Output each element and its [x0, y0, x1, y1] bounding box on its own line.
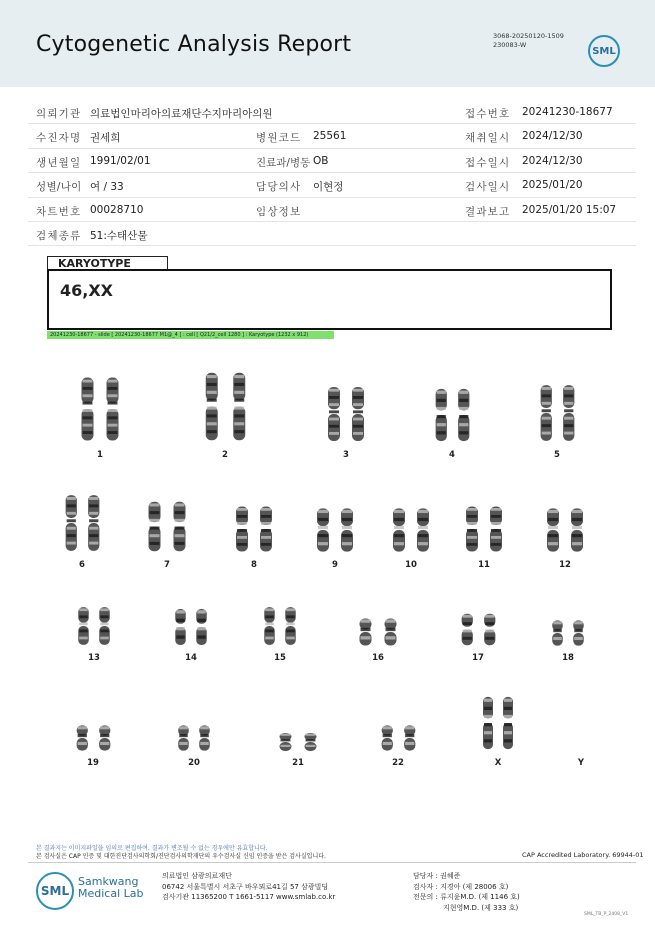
karyotype-tab: KARYOTYPE [47, 256, 168, 270]
karyotype-value: 46,XX [60, 281, 114, 300]
company-address [162, 871, 335, 903]
chromosome-12 [571, 508, 583, 551]
chromosome-12 [547, 508, 559, 551]
chromosome-4 [435, 389, 446, 441]
chromosome-11 [466, 507, 478, 552]
document-id: SML_TB_P_2408_V1 [584, 912, 629, 917]
chromosome-label-18: 18 [562, 653, 574, 663]
chromosome-pair-1 [75, 374, 125, 444]
company-name [78, 876, 144, 900]
chromosome-14 [196, 609, 207, 645]
report-header [0, 0, 655, 87]
info-row [28, 124, 636, 148]
report-code-1: 3068-20250120-1509 [493, 32, 564, 40]
info-value: 2025/01/20 15:07 [522, 203, 617, 216]
chromosome-label-7: 7 [164, 560, 170, 570]
info-row [28, 198, 636, 222]
staff-line: 지현영M.D. (제 333 호) [443, 903, 519, 912]
chromosome-7 [149, 502, 161, 552]
chromosome-pair-14 [170, 607, 212, 647]
karyogram [40, 345, 630, 775]
info-label: 생년월일 [36, 156, 82, 169]
chromosome-9 [317, 508, 329, 551]
cap-accreditation: CAP Accredited Laboratory. 69944-01 [522, 851, 644, 859]
chromosome-pair-2 [198, 369, 253, 444]
chromosome-label-Y: Y [577, 758, 585, 768]
footer-note: 본 결과지는 이미지파일을 임의로 편집하여, 결과가 변조될 수 없는 경우에만 유효합니다. [36, 845, 268, 852]
info-label: 담당의사 [256, 181, 302, 194]
chromosome-pair-22 [376, 724, 421, 752]
staff-line: 전문의 : 류지윤M.D. (제 1146 호) [413, 893, 520, 901]
info-label: 접수번호 [465, 108, 511, 120]
samkwang-logo-icon: SML [36, 872, 74, 910]
chromosome-label-17: 17 [472, 653, 484, 663]
karyogram-caption: 20241230-18677 - slide [ 20241230-18677 M1@_4 ] : cell [ Q21/2_cell 1280 ] : Karyotype (1232 x 912) [47, 331, 334, 339]
sml-logo-icon: SML [588, 35, 620, 67]
chromosome-19 [99, 725, 110, 750]
chromosome-pair-12 [541, 506, 589, 554]
chromosome-1 [107, 378, 119, 441]
chromosome-label-19: 19 [87, 758, 99, 768]
chromosome-label-15: 15 [274, 653, 286, 663]
info-label: 진료과/병동 [256, 156, 311, 169]
report-code-2: 230083-W [493, 41, 527, 49]
chromosome-pair-5 [535, 382, 580, 444]
report-title: Cytogenetic Analysis Report [36, 32, 352, 57]
chromosome-7 [174, 502, 186, 552]
info-label: 의뢰기관 [36, 108, 82, 120]
chromosome-15 [285, 607, 296, 645]
info-label: 병원코드 [256, 132, 302, 145]
info-value: 51:수태산물 [90, 229, 148, 242]
info-row [28, 100, 636, 124]
chromosome-pair-20 [173, 724, 215, 752]
chromosome-X [503, 697, 513, 749]
chromosome-11 [490, 507, 502, 552]
chromosome-label-21: 21 [292, 758, 304, 768]
chromosome-2 [233, 373, 245, 441]
info-label: 수진자명 [36, 132, 82, 145]
chromosome-label-2: 2 [222, 450, 228, 460]
chromosome-2 [205, 373, 217, 441]
staff-line: 검사자 : 지경아 (제 28006 호) [413, 882, 509, 891]
chromosome-pair-8 [230, 504, 278, 554]
chromosome-label-11: 11 [478, 560, 490, 570]
address-line: 의료법인 삼광의료재단 [162, 872, 232, 880]
chromosome-label-5: 5 [554, 450, 560, 460]
chromosome-8 [260, 507, 272, 552]
chromosome-pair-15 [259, 605, 301, 647]
chromosome-label-6: 6 [79, 560, 85, 570]
info-value: OB [313, 154, 329, 167]
chromosome-19 [76, 725, 87, 750]
chromosome-22 [381, 725, 392, 750]
chromosome-label-8: 8 [251, 560, 257, 570]
info-row [28, 222, 636, 246]
staff-list [413, 871, 520, 913]
info-value: 2025/01/20 [522, 179, 583, 192]
chromosome-5 [563, 385, 574, 441]
chromosome-pair-17 [456, 612, 501, 647]
chromosome-pair-11 [460, 504, 508, 554]
info-label: 검체종류 [36, 229, 82, 242]
chromosome-4 [458, 389, 469, 441]
info-label: 검사일시 [465, 181, 511, 194]
address-line: 06742 서울특별시 서초구 바우뫼로41길 57 삼광빌딩 [162, 882, 329, 891]
chromosome-21 [280, 733, 292, 751]
chromosome-20 [178, 725, 189, 750]
chromosome-22 [404, 725, 415, 750]
chromosome-9 [341, 508, 353, 551]
chromosome-15 [264, 607, 275, 645]
chromosome-17 [484, 614, 495, 646]
chromosome-label-22: 22 [392, 758, 404, 768]
info-value: 25561 [313, 130, 347, 143]
footer-note: 본 검사실은 CAP 인증 및 대한진단검사의학회/진단검사의학재단의 우수검사실 신임 인증을 받은 검사실입니다. [36, 853, 326, 860]
address-line: 검사기관 11365200 T 1661-5117 www.smlab.co.kr [162, 893, 336, 901]
info-label: 차트번호 [36, 205, 82, 218]
chromosome-16 [385, 619, 397, 646]
chromosome-18 [573, 620, 584, 645]
info-value: 20241230-18677 [522, 106, 613, 118]
chromosome-label-X: X [494, 758, 502, 768]
chromosome-pair-4 [430, 386, 475, 444]
chromosome-3 [352, 387, 364, 441]
info-label: 접수일시 [465, 156, 511, 169]
info-label: 성별/나이 [36, 181, 82, 194]
chromosome-pair-7 [142, 499, 192, 554]
info-row [28, 173, 636, 197]
chromosome-label-3: 3 [343, 450, 349, 460]
chromosome-pair-6 [60, 492, 105, 554]
chromosome-21 [305, 733, 317, 751]
company-name-line: Medical Lab [78, 887, 144, 900]
chromosome-6 [88, 495, 99, 551]
chromosome-13 [78, 607, 89, 645]
chromosome-pair-19 [71, 724, 116, 752]
report-codes [493, 32, 564, 50]
chromosome-14 [175, 609, 186, 645]
chromosome-label-1: 1 [97, 450, 103, 460]
chromosome-pair-3 [322, 384, 370, 444]
chromosome-label-14: 14 [185, 653, 197, 663]
chromosome-pair-18 [547, 619, 589, 647]
chromosome-13 [99, 607, 110, 645]
info-value: 여 / 33 [90, 181, 124, 194]
info-value: 00028710 [90, 203, 144, 216]
chromosome-label-10: 10 [405, 560, 417, 570]
chromosome-label-16: 16 [372, 653, 384, 663]
chromosome-20 [199, 725, 210, 750]
chromosome-label-13: 13 [88, 653, 100, 663]
info-value: 2024/12/30 [522, 154, 583, 167]
chromosome-pair-16 [353, 617, 403, 647]
chromosome-3 [328, 387, 340, 441]
info-value: 이현정 [313, 181, 344, 194]
chromosome-8 [236, 507, 248, 552]
chromosome-label-12: 12 [559, 560, 571, 570]
staff-line: 담당자 : 권혜준 [413, 872, 461, 880]
patient-info-table [28, 100, 636, 246]
chromosome-5 [540, 385, 551, 441]
chromosome-17 [461, 614, 472, 646]
info-value: 권세희 [90, 132, 121, 145]
chromosome-pair-9 [311, 506, 359, 554]
chromosome-10 [393, 508, 405, 551]
chromosome-1 [82, 378, 94, 441]
chromosome-pair-21 [273, 732, 323, 752]
info-label: 결과보고 [465, 205, 511, 218]
chromosome-label-20: 20 [188, 758, 200, 768]
footer-divider [28, 862, 636, 863]
chromosome-label-4: 4 [449, 450, 455, 460]
chromosome-X [483, 697, 493, 749]
info-value: 2024/12/30 [522, 130, 583, 143]
chromosome-pair-13 [73, 605, 115, 647]
info-row [28, 149, 636, 173]
info-value: 1991/02/01 [90, 154, 151, 167]
karyotype-result-box [47, 269, 612, 330]
chromosome-16 [360, 619, 372, 646]
company-name-line: Samkwang [78, 875, 139, 888]
chromosome-pair-10 [387, 506, 435, 554]
chromosome-6 [65, 495, 76, 551]
info-label: 임상정보 [256, 205, 302, 218]
chromosome-18 [552, 620, 563, 645]
info-value: 의료법인마리아의료재단수지마리아의원 [90, 108, 273, 120]
chromosome-10 [417, 508, 429, 551]
info-label: 채취일시 [465, 132, 511, 145]
chromosome-pair-X [478, 694, 518, 752]
chromosome-label-9: 9 [332, 560, 338, 570]
